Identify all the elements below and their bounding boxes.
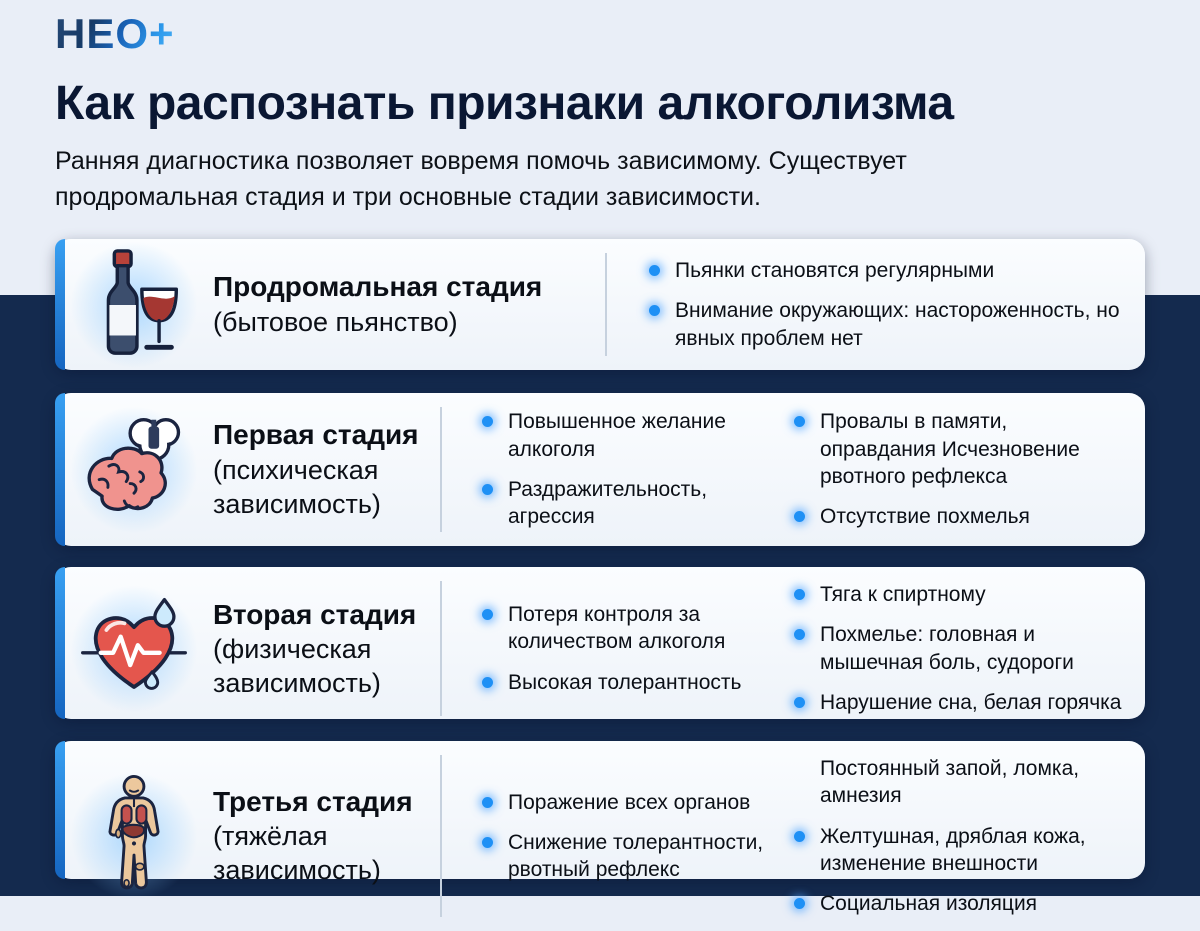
card-second-stage xyxy=(55,567,1145,719)
card-title-block xyxy=(213,567,440,730)
heart-pulse-droplets-icon xyxy=(75,592,193,706)
list-item-text: Потеря контроля за количеством алкоголя xyxy=(508,603,726,654)
list-item-text: Тяга к спиртному xyxy=(820,583,986,606)
list-item xyxy=(482,669,770,696)
bullet-dot-icon xyxy=(482,837,493,848)
card-subtitle: (психическая зависимость) xyxy=(213,454,381,519)
list-item-text: Постоянный запой, ломка, амнезия xyxy=(820,757,1080,808)
list-item xyxy=(794,581,1129,608)
list-item-text: Поражение всех органов xyxy=(508,790,751,814)
list-item xyxy=(794,689,1129,716)
list-item-text: Провалы в памяти, оправдания Исчезновение рвотного рефлекса xyxy=(820,410,1080,488)
bullet-dot-icon xyxy=(794,898,805,909)
list-item xyxy=(482,408,770,463)
card-title: Первая стадия xyxy=(213,419,419,451)
card-subtitle: (физическая зависимость) xyxy=(213,633,381,698)
list-item-text: Нарушение сна, белая горячка xyxy=(820,690,1122,714)
card-icon-area xyxy=(55,741,213,931)
list-item xyxy=(482,476,770,531)
card-title: Вторая стадия xyxy=(213,598,417,630)
list-item-text: Внимание окружающих: настороженность, но явных проблем нет xyxy=(675,299,1120,350)
card-icon-area xyxy=(55,393,213,546)
card-subtitle: (бытовое пьянство) xyxy=(213,306,458,337)
list-item xyxy=(482,789,770,816)
card-title: Продромальная стадия xyxy=(213,271,543,303)
brain-craving-icon xyxy=(76,412,192,528)
symptom-list-right xyxy=(788,407,1145,532)
bullet-dot-icon xyxy=(482,484,493,495)
card-title-block xyxy=(213,239,605,370)
card-third-stage xyxy=(55,741,1145,916)
bullet-dot-icon xyxy=(482,797,493,808)
list-item-text: Социальная изоляция xyxy=(820,892,1038,916)
list-item-text: Отсутствие похмелья xyxy=(820,505,1030,529)
list-item xyxy=(794,890,1129,917)
bullet-dot-icon xyxy=(482,416,493,427)
list-item xyxy=(794,621,1129,676)
list-item xyxy=(794,408,1129,490)
card-icon-area xyxy=(55,567,213,730)
bullet-dot-icon xyxy=(482,609,493,620)
bullet-dot-icon xyxy=(794,589,805,600)
bullet-dot-icon xyxy=(794,511,805,522)
list-item xyxy=(649,257,1125,284)
list-item xyxy=(482,601,770,656)
bullet-dot-icon xyxy=(794,831,805,842)
bullet-dot-icon xyxy=(794,416,805,427)
list-item-text: Снижение толерантности, рвотный рефлекс xyxy=(508,831,764,882)
wine-bottle-and-glass-icon xyxy=(78,246,190,364)
symptom-list-right xyxy=(788,755,1145,917)
page-title: Как распознать признаки алкоголизма xyxy=(55,77,954,130)
bullet-dot-icon xyxy=(794,629,805,640)
list-item-text: Пьянки становятся регулярными xyxy=(675,259,995,283)
list-item xyxy=(649,297,1125,352)
list-item xyxy=(794,823,1129,878)
card-title-block xyxy=(213,741,440,931)
page-subtitle: Ранняя диагностика позволяет вовремя помочь зависимому. Существует продромальная стадия и три основные стадии зависимости. xyxy=(55,147,907,211)
symptom-list-right xyxy=(788,581,1145,716)
logo: НЕО+ xyxy=(55,10,175,57)
list-item-text: Желтушная, дряблая кожа, изменение внешности xyxy=(820,824,1086,875)
bullet-dot-icon xyxy=(649,265,660,276)
bullet-dot-icon xyxy=(649,305,660,316)
card-title: Третья стадия xyxy=(213,786,413,818)
card-first-stage xyxy=(55,393,1145,546)
list-item xyxy=(794,755,1129,810)
body-organs-icon xyxy=(84,774,184,898)
list-item-text: Высокая толерантность xyxy=(508,670,742,694)
list-item-text: Раздражительность, агрессия xyxy=(508,478,708,529)
symptom-list xyxy=(605,253,1145,356)
bullet-dot-icon xyxy=(794,697,805,708)
list-item xyxy=(794,503,1129,530)
symptom-list-left xyxy=(440,581,788,716)
list-item-text: Повышенное желание алкоголя xyxy=(508,410,726,461)
symptom-list-left xyxy=(440,755,788,917)
bullet-dot-icon xyxy=(482,677,493,688)
list-item xyxy=(482,829,770,884)
card-title-block xyxy=(213,393,440,546)
list-item-text: Похмелье: головная и мышечная боль, судороги xyxy=(820,623,1074,674)
card-subtitle: (тяжёлая зависимость) xyxy=(213,821,381,886)
symptom-list-left xyxy=(440,407,788,532)
card-prodromal-stage xyxy=(55,239,1145,370)
card-icon-area xyxy=(55,239,213,370)
